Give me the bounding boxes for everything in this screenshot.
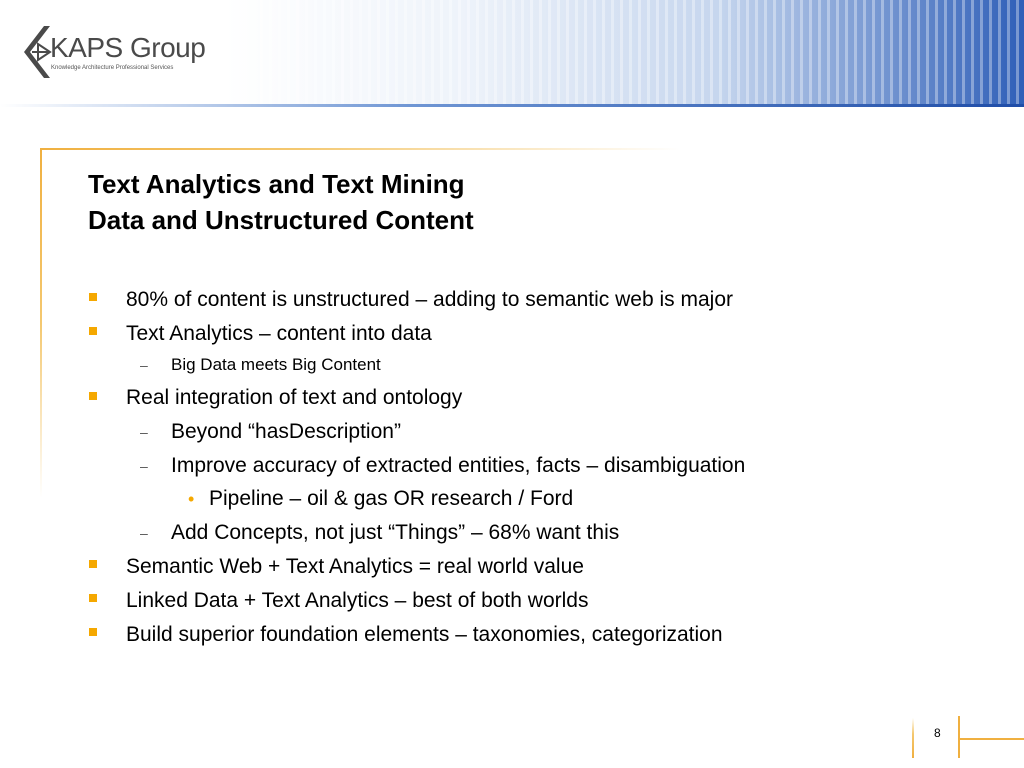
bullet-square-icon [89,392,97,400]
bullet-item: Text Analytics – content into data [126,322,432,345]
bullet-item: Real integration of text and ontology [126,386,463,409]
slide-title-line-2: Data and Unstructured Content [88,205,474,235]
bullet-dot-icon: • [188,489,195,509]
content-frame-left [40,148,42,498]
bullet-item: Beyond “hasDescription” [171,420,401,443]
bullet-item: Build superior foundation elements – taxonomies, categorization [126,623,723,646]
bullet-square-icon [89,327,97,335]
bullet-square-icon [89,293,97,301]
kaps-logo [20,22,220,82]
logo-tagline: Knowledge Architecture Professional Services [51,65,174,71]
bullet-item: Semantic Web + Text Analytics = real world value [126,555,584,578]
header-rule [0,104,1024,107]
bullet-square-icon [89,560,97,568]
logo-name: KAPS Group [50,32,206,63]
bullet-square-icon [89,594,97,602]
bullet-square-icon [89,628,97,636]
bullet-dash-icon: – [140,525,148,541]
page-number-frame-left [912,718,914,758]
bullet-item: Add Concepts, not just “Things” – 68% want this [171,521,620,544]
bullet-dash-icon: – [140,424,148,440]
page-number-frame-bottom [958,738,1024,740]
bullet-item: Linked Data + Text Analytics – best of both worlds [126,589,589,612]
content-frame-top [40,148,680,150]
page-number: 8 [934,726,941,740]
bullet-dash-icon: – [140,357,148,373]
bullet-item: 80% of content is unstructured – adding to semantic web is major [126,288,733,311]
slide-title-line-1: Text Analytics and Text Mining [88,169,465,199]
header-stripes [260,0,1024,104]
bullet-item: Improve accuracy of extracted entities, facts – disambiguation [171,454,746,477]
bullet-item: Pipeline – oil & gas OR research / Ford [209,487,574,510]
page-number-frame-right [958,716,960,758]
slide-title [88,166,474,238]
bullet-dash-icon: – [140,458,148,474]
bullet-item: Big Data meets Big Content [171,355,381,374]
